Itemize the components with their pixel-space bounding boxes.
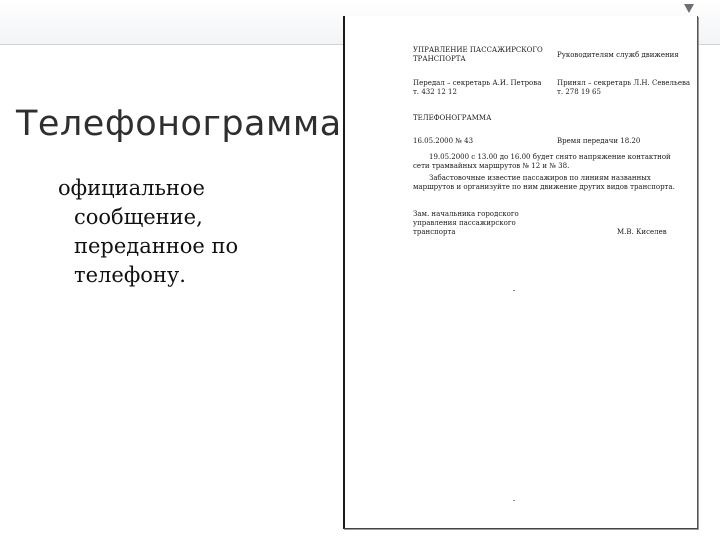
recipient-contact-line-2: т. 278 19 65 [557,88,601,96]
signatory-title-line-2: управления пассажирского [413,219,516,227]
definition-line-2: сообщение, [74,205,203,229]
recipient-label: Руководителям служб движения [557,51,679,59]
definition-line-3: переданное по [74,234,239,258]
sender-org-line-1: УПРАВЛЕНИЕ ПАССАЖИРСКОГО [413,46,543,54]
signatory-title-line-1: Зам. начальника городского [413,210,519,218]
telephonogram-document-image [343,16,698,529]
signatory-name: М.В. Киселев [617,228,667,236]
sender-contact-line-1: Передал – секретарь А.И. Петрова [413,79,542,87]
signatory-title-line-3: транспорта [413,228,456,236]
scan-speck [513,500,515,501]
header-marker-icon [684,4,694,13]
sender-org-line-2: ТРАНСПОРТА [413,55,466,63]
definition-line-1: официальное [58,176,205,200]
body-paragraph-1: 19.05.2000 с 13.00 до 16.00 будет снято напряжение контактной сети трамвайных маршрутов № 12 и № 38. [413,153,671,170]
recipient-contact-line-1: Принял – секретарь Л.Н. Севельева [557,79,691,87]
scan-speck [513,290,515,291]
transfer-time: Время передачи 18.20 [557,137,641,145]
body-paragraph-2: Забастовочные известие пассажиров по линиям названных маршрутов и организуйте по ним движение других видов транспорта. [413,174,675,191]
document-date-number: 16.05.2000 № 43 [413,137,474,145]
definition-line-4: телефону. [74,263,186,287]
document-type-heading: ТЕЛЕФОНОГРАММА [413,114,492,122]
slide-title: Телефонограмма [16,104,342,144]
definition-text [58,174,328,290]
sender-contact-line-2: т. 432 12 12 [413,88,457,96]
